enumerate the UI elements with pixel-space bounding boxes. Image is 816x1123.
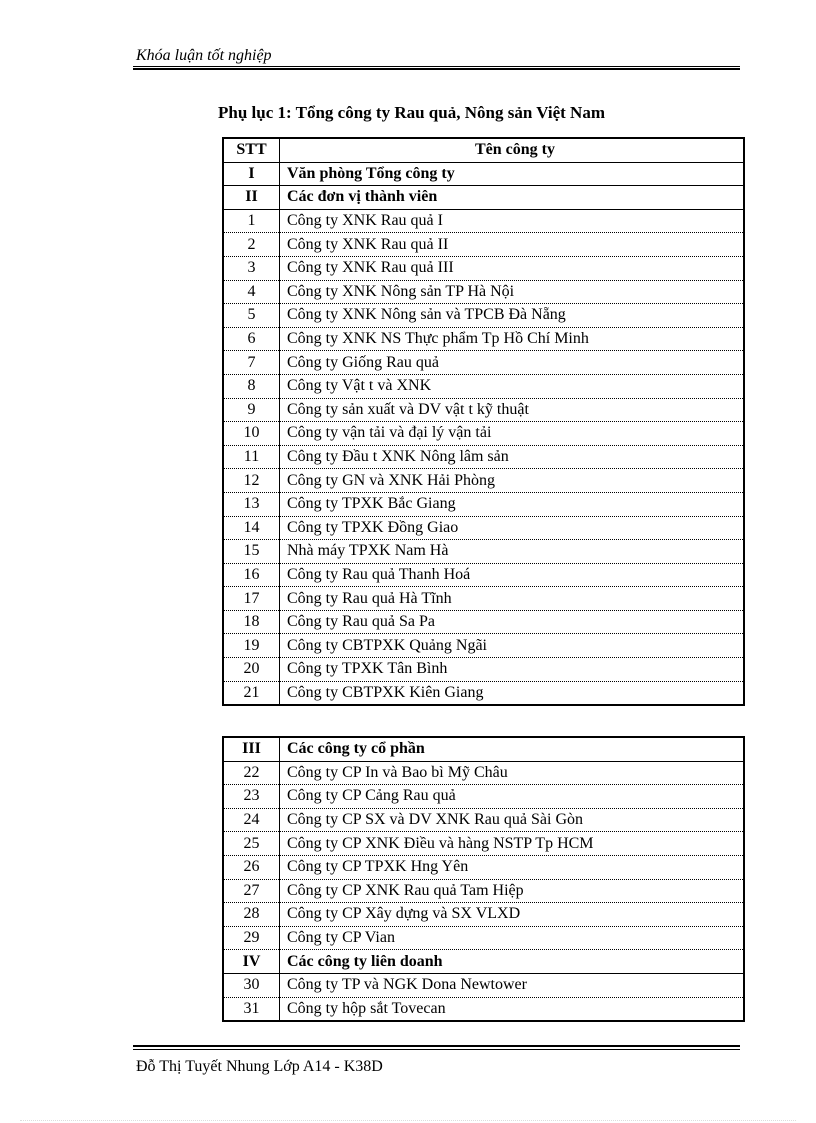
row-company-name: Công ty XNK Rau quả II xyxy=(280,233,745,257)
row-company-name: Các đơn vị thành viên xyxy=(280,186,745,210)
row-stt: 31 xyxy=(223,997,280,1021)
row-company-name: Công ty CBTPXK Kiên Giang xyxy=(280,681,745,705)
row-company-name: Công ty CP In và Bao bì Mỹ Châu xyxy=(280,761,745,785)
table-row xyxy=(223,398,744,422)
row-stt: 20 xyxy=(223,658,280,682)
row-company-name: Công ty CP XNK Rau quả Tam Hiệp xyxy=(280,879,745,903)
table-row xyxy=(223,280,744,304)
row-company-name: Công ty TP và NGK Dona Newtower xyxy=(280,973,745,997)
table-row xyxy=(223,351,744,375)
row-stt: 15 xyxy=(223,540,280,564)
row-stt: 17 xyxy=(223,587,280,611)
table-row xyxy=(223,445,744,469)
page-edge-dotted-line xyxy=(20,1120,796,1121)
table-row xyxy=(223,997,744,1021)
table-row xyxy=(223,737,744,761)
row-company-name: Công ty GN và XNK Hải Phòng xyxy=(280,469,745,493)
row-company-name: Công ty Giống Rau quả xyxy=(280,351,745,375)
table-row xyxy=(223,587,744,611)
table-row xyxy=(223,563,744,587)
row-stt: 21 xyxy=(223,681,280,705)
row-stt: 29 xyxy=(223,926,280,950)
table-row xyxy=(223,903,744,927)
row-stt: 19 xyxy=(223,634,280,658)
row-company-name: Công ty TPXK Đồng Giao xyxy=(280,516,745,540)
table-row xyxy=(223,327,744,351)
row-stt: 5 xyxy=(223,304,280,328)
row-company-name: Công ty XNK Nông sản TP Hà Nội xyxy=(280,280,745,304)
row-stt: 13 xyxy=(223,492,280,516)
table-row xyxy=(223,540,744,564)
company-table-2 xyxy=(222,736,745,1022)
col-header-stt: STT xyxy=(223,138,280,162)
row-company-name: Công ty Rau quả Sa Pa xyxy=(280,610,745,634)
table-header-row xyxy=(223,138,744,162)
row-stt: 4 xyxy=(223,280,280,304)
row-stt: 1 xyxy=(223,209,280,233)
table-row xyxy=(223,469,744,493)
table-row xyxy=(223,973,744,997)
table-row xyxy=(223,256,744,280)
row-stt: 22 xyxy=(223,761,280,785)
table-row xyxy=(223,304,744,328)
table-body-2 xyxy=(223,737,744,1021)
row-stt: 14 xyxy=(223,516,280,540)
table-row xyxy=(223,634,744,658)
row-company-name: Công ty CP XNK Điều và hàng NSTP Tp HCM xyxy=(280,832,745,856)
row-stt: 16 xyxy=(223,563,280,587)
row-company-name: Các công ty cổ phần xyxy=(280,737,745,761)
table-row xyxy=(223,785,744,809)
row-company-name: Công ty CP TPXK Hng Yên xyxy=(280,855,745,879)
row-company-name: Văn phòng Tổng công ty xyxy=(280,162,745,186)
row-stt: 12 xyxy=(223,469,280,493)
table-row xyxy=(223,832,744,856)
header-rule-thin xyxy=(133,66,740,67)
row-company-name: Công ty CP Xây dựng và SX VLXD xyxy=(280,903,745,927)
row-stt: 8 xyxy=(223,374,280,398)
row-company-name: Công ty XNK Nông sản và TPCB Đà Nẵng xyxy=(280,304,745,328)
row-company-name: Công ty XNK NS Thực phẩm Tp Hồ Chí Minh xyxy=(280,327,745,351)
table-row xyxy=(223,186,744,210)
row-stt: 10 xyxy=(223,422,280,446)
row-company-name: Công ty XNK Rau quả III xyxy=(280,256,745,280)
table-row xyxy=(223,162,744,186)
table-row xyxy=(223,950,744,974)
row-stt: 2 xyxy=(223,233,280,257)
table-row xyxy=(223,926,744,950)
row-stt: 25 xyxy=(223,832,280,856)
row-stt: 11 xyxy=(223,445,280,469)
row-company-name: Công ty sản xuất và DV vật t kỹ thuật xyxy=(280,398,745,422)
row-stt: I xyxy=(223,162,280,186)
table-row xyxy=(223,422,744,446)
page-header: Khóa luận tốt nghiệp xyxy=(136,47,272,64)
row-company-name: Công ty CP SX và DV XNK Rau quả Sài Gòn xyxy=(280,808,745,832)
row-stt: 26 xyxy=(223,855,280,879)
table-row xyxy=(223,610,744,634)
table-row xyxy=(223,761,744,785)
table-row xyxy=(223,879,744,903)
table-row xyxy=(223,233,744,257)
row-stt: 3 xyxy=(223,256,280,280)
row-stt: 7 xyxy=(223,351,280,375)
table-row xyxy=(223,808,744,832)
table-row xyxy=(223,209,744,233)
table-row xyxy=(223,374,744,398)
row-company-name: Công ty CP Cảng Rau quả xyxy=(280,785,745,809)
row-stt: III xyxy=(223,737,280,761)
table-row xyxy=(223,855,744,879)
row-company-name: Công ty TPXK Tân Bình xyxy=(280,658,745,682)
row-company-name: Công ty Rau quả Thanh Hoá xyxy=(280,563,745,587)
row-stt: 27 xyxy=(223,879,280,903)
row-company-name: Công ty hộp sắt Tovecan xyxy=(280,997,745,1021)
table-row xyxy=(223,492,744,516)
row-company-name: Công ty Rau quả Hà Tĩnh xyxy=(280,587,745,611)
row-stt: 28 xyxy=(223,903,280,927)
footer-rule-thick xyxy=(133,1045,740,1047)
row-stt: 23 xyxy=(223,785,280,809)
row-company-name: Các công ty liên doanh xyxy=(280,950,745,974)
footer-rule-thin xyxy=(133,1049,740,1050)
header-rule-thick xyxy=(133,68,740,70)
row-stt: 18 xyxy=(223,610,280,634)
row-stt: 30 xyxy=(223,973,280,997)
row-company-name: Nhà máy TPXK Nam Hà xyxy=(280,540,745,564)
row-stt: 24 xyxy=(223,808,280,832)
row-company-name: Công ty TPXK Bắc Giang xyxy=(280,492,745,516)
row-stt: II xyxy=(223,186,280,210)
row-company-name: Công ty XNK Rau quả I xyxy=(280,209,745,233)
company-table-1 xyxy=(222,137,745,706)
row-company-name: Công ty Vật t và XNK xyxy=(280,374,745,398)
appendix-title: Phụ lục 1: Tổng công ty Rau quả, Nông sản Việt Nam xyxy=(218,103,605,122)
row-company-name: Công ty CP Vian xyxy=(280,926,745,950)
table-row xyxy=(223,658,744,682)
table-body-1 xyxy=(223,162,744,705)
row-company-name: Công ty CBTPXK Quảng Ngãi xyxy=(280,634,745,658)
page-footer: Đỗ Thị Tuyết Nhung Lớp A14 - K38D xyxy=(136,1058,383,1075)
col-header-name: Tên công ty xyxy=(280,138,745,162)
row-stt: IV xyxy=(223,950,280,974)
table-row xyxy=(223,516,744,540)
row-company-name: Công ty Đầu t XNK Nông lâm sản xyxy=(280,445,745,469)
row-stt: 9 xyxy=(223,398,280,422)
row-stt: 6 xyxy=(223,327,280,351)
row-company-name: Công ty vận tải và đại lý vận tải xyxy=(280,422,745,446)
table-row xyxy=(223,681,744,705)
